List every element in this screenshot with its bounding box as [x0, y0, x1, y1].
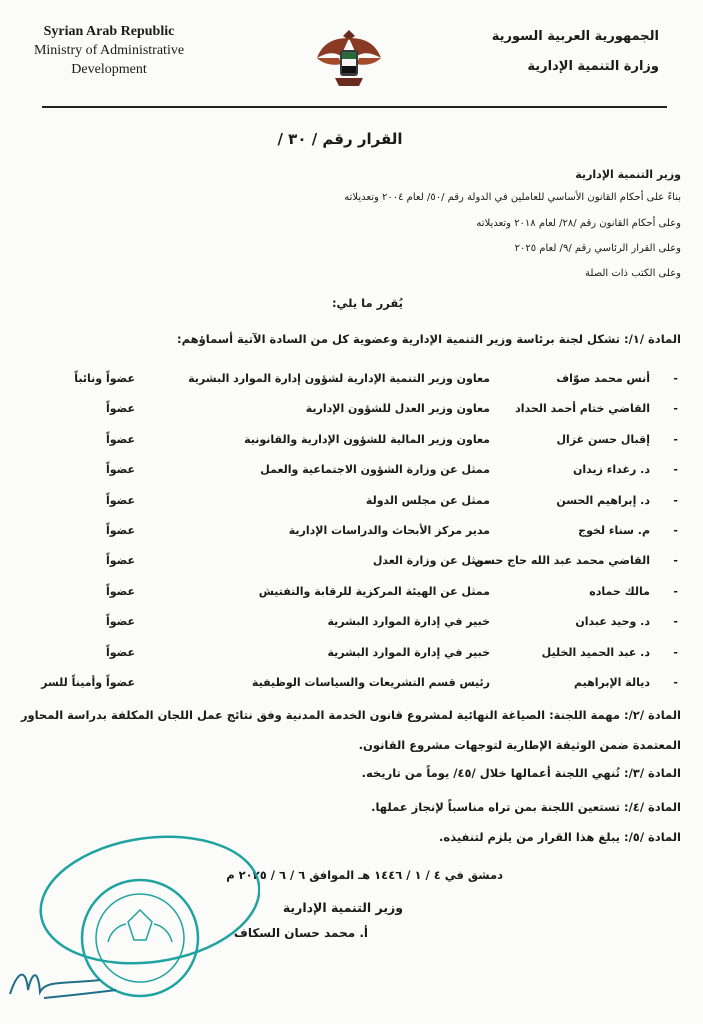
member-status: عضواً [105, 554, 135, 568]
bullet-dash: - [673, 372, 678, 385]
member-role: ممثل عن مجلس الدولة [365, 493, 490, 507]
member-role: معاون وزير المالية للشؤون الإدارية والقانونية [244, 432, 490, 446]
member-role: ممثل عن وزارة الشؤون الاجتماعية والعمل [260, 463, 490, 477]
issuer-line: وزير التنمية الإدارية [575, 168, 681, 181]
member-name: د. وحيد عبدان [575, 615, 650, 629]
member-status: عضواً [105, 645, 135, 659]
member-role: ممثل عن الهيئة المركزية للرقابة والتفتيش [258, 584, 490, 598]
member-name: د. رغداء زيدان [572, 463, 650, 477]
member-status: عضواً [105, 584, 135, 598]
article-5: المادة /٥/: يبلغ هذا القرار من يلزم لتنفيذه. [439, 830, 681, 844]
bullet-dash: - [673, 554, 678, 568]
member-row [40, 611, 680, 641]
member-row [40, 459, 680, 489]
preamble-line-1: بناءً على أحكام القانون الأساسي للعاملين في الدولة رقم /٥٠/ لعام ٢٠٠٤ وتعديلاته [344, 192, 681, 203]
member-row [40, 581, 680, 611]
member-name: ديالة الإبراهيم [574, 675, 650, 689]
eagle-emblem-icon [313, 22, 385, 94]
member-name: القاضي ختام أحمد الحداد [515, 402, 650, 416]
member-role: خبير في إدارة الموارد البشرية [327, 615, 490, 629]
bullet-dash: - [673, 523, 678, 537]
bullet-dash: - [673, 675, 678, 689]
member-status: عضواً ونائباً [74, 372, 135, 385]
member-name: أنس محمد صوّاف [556, 372, 650, 385]
header-ministry-en-1: Ministry of Administrative [33, 43, 185, 58]
preamble-line-3: وعلى القرار الرئاسي رقم /٩/ لعام ٢٠٢٥ [514, 243, 681, 254]
decides-heading: يُقرر ما يلي: [331, 296, 403, 310]
bullet-dash: - [673, 402, 678, 416]
handwritten-signature-icon [4, 950, 124, 1010]
member-status: عضواً [105, 615, 135, 629]
member-role: خبير في إدارة الموارد البشرية [327, 645, 490, 659]
preamble-line-2: وعلى أحكام القانون رقم /٢٨/ لعام ٢٠١٨ وتعديلاته [476, 218, 681, 229]
article-2-line-1: المادة /٢/: مهمة اللجنة: الصياغة النهائية لمشروع قانون الخدمة المدنية وفق نتائج عمل اللجان المكلفة بدراسة المحاور [20, 708, 681, 722]
bullet-dash: - [673, 493, 678, 507]
signatory-name: أ. محمد حسان السكاف [233, 926, 368, 940]
committee-members-list [40, 368, 680, 702]
member-role: مدير مركز الأبحاث والدراسات الإدارية [288, 523, 490, 537]
member-status: عضواً [105, 463, 135, 477]
member-status: عضواً وأميناً للسر [41, 675, 135, 689]
member-status: عضواً [105, 402, 135, 416]
decree-title: القرار رقم / ٣٠ / [277, 130, 403, 148]
bullet-dash: - [673, 645, 678, 659]
header-ministry-en-2: Development [71, 62, 147, 77]
header-country-ar: الجمهورية العربية السورية [491, 29, 659, 44]
member-role: رئيس قسم التشريعات والسياسات الوظيفية [251, 675, 490, 689]
bullet-dash: - [673, 615, 678, 629]
signatory-title: وزير التنمية الإدارية [282, 900, 403, 915]
member-name: د. إبراهيم الحسن [556, 493, 650, 507]
member-status: عضواً [105, 523, 135, 537]
article-2-line-2: المعتمدة ضمن الوثيقة الإطارية لتوجهات مشروع القانون. [358, 738, 681, 752]
member-row [40, 368, 680, 398]
article-3: المادة /٣/: تُنهي اللجنة أعمالها خلال /٤٥/ يوماً من تاريخه. [361, 766, 681, 780]
member-row [40, 672, 680, 702]
arabic-header [459, 22, 659, 82]
member-name: القاضي محمد عبد الله حاج حسن [474, 554, 650, 568]
member-status: عضواً [105, 432, 135, 446]
bullet-dash: - [673, 432, 678, 446]
member-row [40, 550, 680, 580]
bullet-dash: - [673, 463, 678, 477]
english-header [14, 22, 204, 79]
member-row [40, 642, 680, 672]
header-country-en: Syrian Arab Republic [43, 24, 175, 39]
member-role: معاون وزير العدل للشؤون الإدارية [305, 402, 490, 416]
article-1: المادة /١/: تشكل لجنة برئاسة وزير التنمية الإدارية وعضوية كل من السادة الآتية أسماؤهم: [177, 332, 681, 346]
member-name: إقبال حسن غزال [556, 432, 650, 446]
member-status: عضواً [105, 493, 135, 507]
member-row [40, 429, 680, 459]
member-row [40, 520, 680, 550]
header-ministry-ar: وزارة التنمية الإدارية [527, 59, 659, 74]
date-line: دمشق في ٤ / ١ / ١٤٤٦ هـ الموافق ٦ / ٦ / ٢٠٢٥ م [226, 868, 503, 882]
member-name: م. سناء لخوج [578, 523, 650, 537]
member-row [40, 490, 680, 520]
member-role: ممثل عن وزارة العدل [372, 554, 490, 568]
header-divider [42, 106, 667, 108]
member-name: د. عبد الحميد الخليل [541, 645, 650, 659]
article-4: المادة /٤/: تستعين اللجنة بمن تراه مناسباً لإنجاز عملها. [371, 800, 681, 814]
bullet-dash: - [673, 584, 678, 598]
member-row [40, 398, 680, 428]
member-name: مالك حماده [589, 584, 650, 598]
preamble-line-4: وعلى الكتب ذات الصلة [585, 268, 681, 279]
member-role: معاون وزير التنمية الإدارية لشؤون إدارة الموارد البشرية [188, 372, 490, 385]
